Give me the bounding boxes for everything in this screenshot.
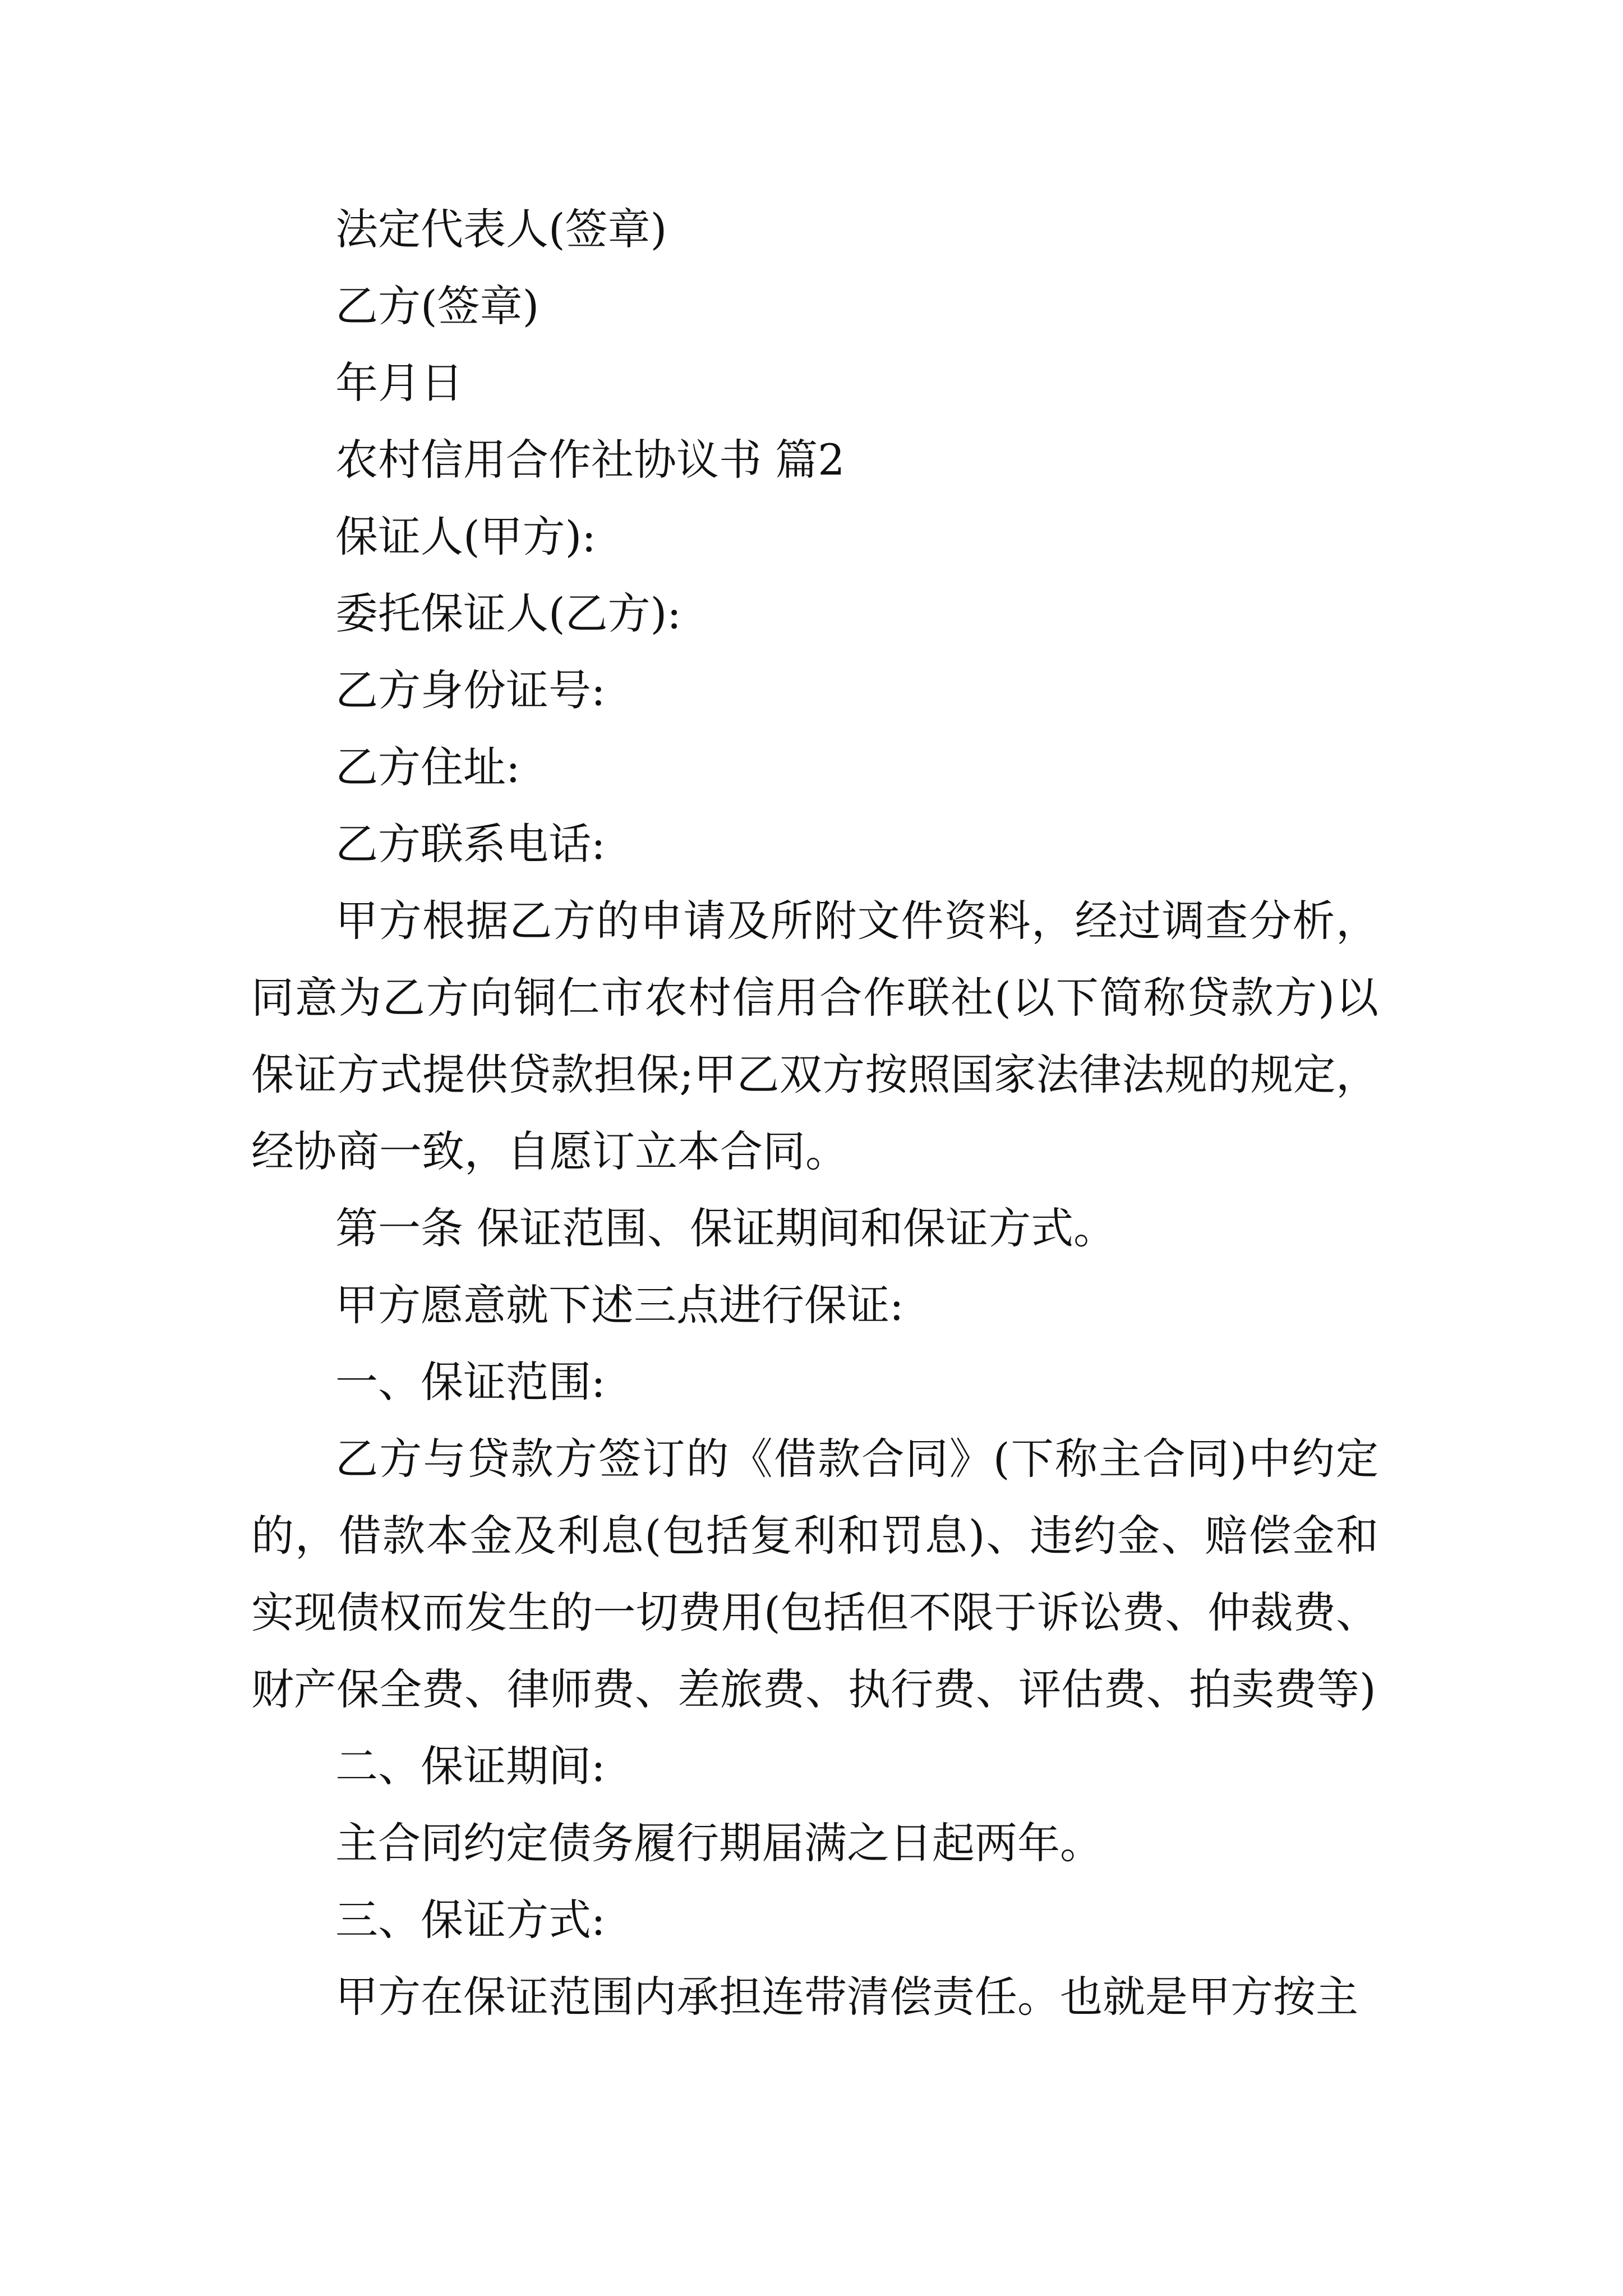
- party-b-phone-field: 乙方联系电话:: [335, 819, 606, 869]
- document-body: [251, 191, 1378, 2035]
- legal-rep-signature-line: 法定代表人(签章): [335, 204, 667, 254]
- section-3-body: 甲方在保证范围内承担连带清偿责任。也就是甲方按主: [335, 1972, 1358, 2022]
- section-2-title: 二、保证期间:: [335, 1741, 606, 1791]
- section-1-body: 乙方与贷款方签订的《借款合同》(下称主合同)中约定的，借款本金及利息(包括复利和罚息)、违约金、赔偿金和实现债权而发生的一切费用(包括但不限于诉讼费、仲裁费、财产保全费、律师费、差旅费、执行费、评估费、拍卖费等): [251, 1434, 1378, 1714]
- article-1-intro: 甲方愿意就下述三点进行保证:: [335, 1280, 904, 1330]
- entrusting-party-field: 委托保证人(乙方):: [335, 588, 681, 638]
- party-b-id-field: 乙方身份证号:: [335, 665, 606, 715]
- section-2-body: 主合同约定债务履行期届满之日起两年。: [335, 1818, 1103, 1868]
- section-heading: 农村信用合作社协议书 篇2: [335, 435, 845, 485]
- date-line: 年月日: [335, 358, 463, 408]
- section-1-title: 一、保证范围:: [335, 1357, 606, 1407]
- party-b-address-field: 乙方住址:: [335, 742, 520, 792]
- guarantor-field: 保证人(甲方):: [335, 512, 596, 562]
- section-3-title: 三、保证方式:: [335, 1895, 606, 1945]
- party-b-signature-line: 乙方(签章): [335, 281, 540, 331]
- intro-paragraph: 甲方根据乙方的申请及所附文件资料，经过调查分析，同意为乙方向铜仁市农村信用合作联社(以下简称贷款方)以保证方式提供贷款担保;甲乙双方按照国家法律法规的规定，经协商一致，自愿订立本合同。: [251, 896, 1378, 1176]
- article-1-title: 第一条 保证范围、保证期间和保证方式。: [335, 1203, 1117, 1253]
